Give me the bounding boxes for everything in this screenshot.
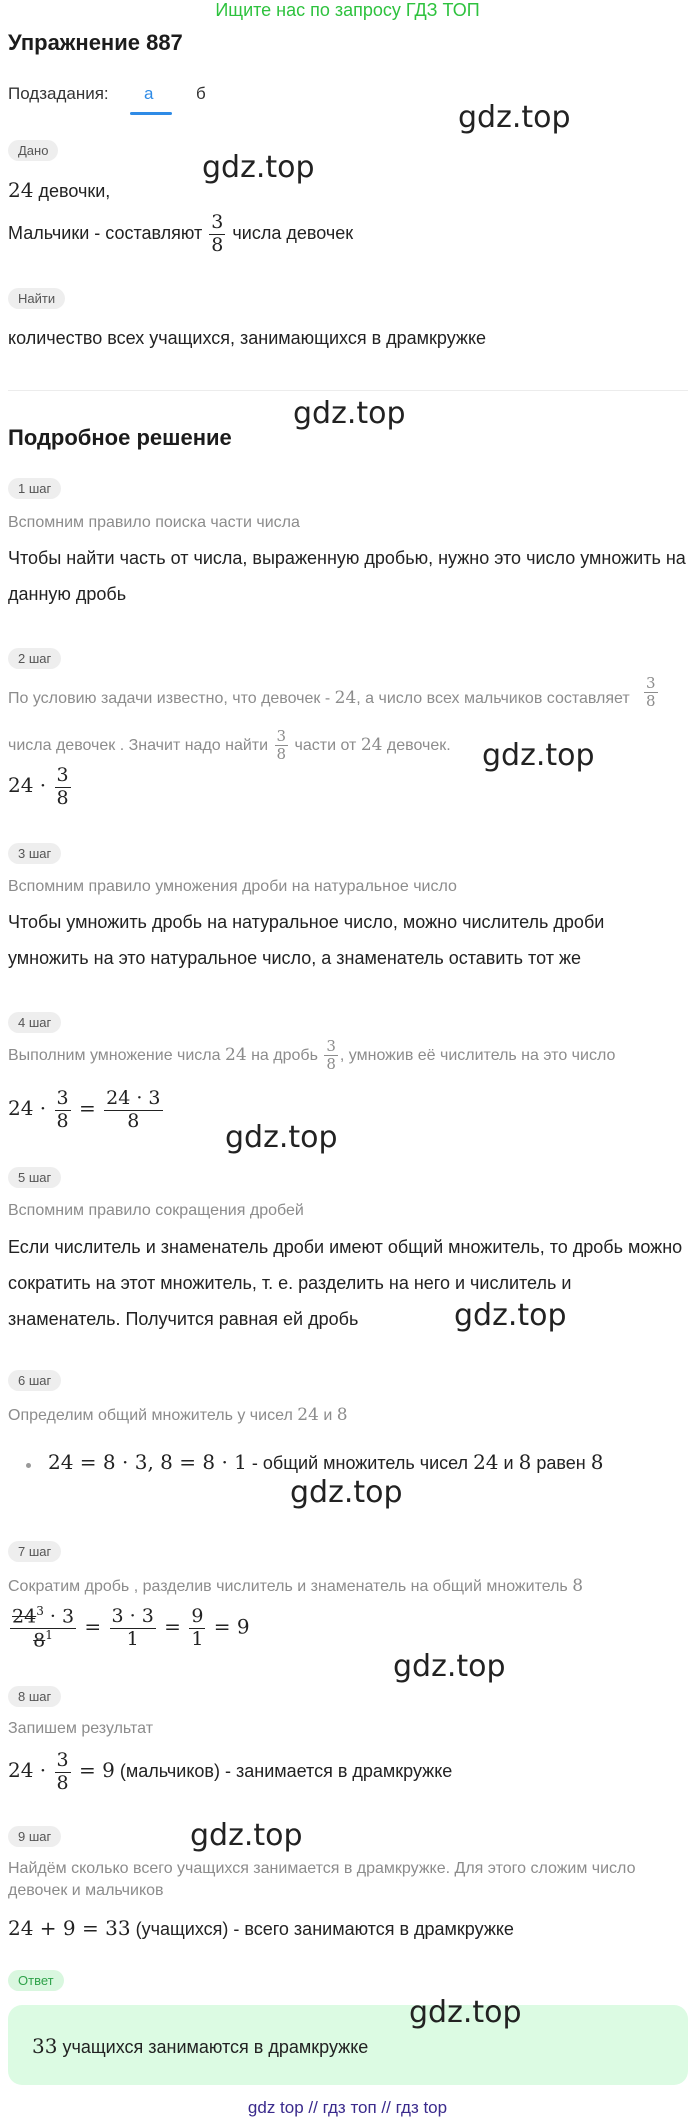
step-2-girls-number: 24 <box>334 688 357 708</box>
find-text: количество всех учащихся, занимающихся в драмкружке <box>8 328 487 348</box>
step-4-hint-b: на дробь <box>251 1046 318 1064</box>
step-9-expression <box>8 1916 514 1940</box>
answer-badge: Ответ <box>8 1970 64 1991</box>
step-3-badge: 3 шаг <box>8 843 61 864</box>
step-2-hint-b: , а число всех мальчиков составляет <box>356 690 630 707</box>
step-2-hint-e: девочек. <box>386 736 451 754</box>
footer-links[interactable]: gdz top // гдз топ // гдз top <box>247 2098 448 2117</box>
step-4-expr-fraction <box>55 1088 71 1133</box>
step-6-hint-b: и <box>323 1407 333 1424</box>
step-9-expr: 24 + 9 = 33 <box>8 1916 131 1940</box>
given-girls-number: 24 <box>8 178 34 202</box>
step-8-expr-fraction <box>55 1750 71 1795</box>
fraction-numerator: 3 <box>56 1087 69 1109</box>
fraction-denominator: 8 <box>211 233 224 256</box>
fraction-denominator: 1 <box>191 1628 204 1651</box>
step-7-fraction-2 <box>110 1606 156 1651</box>
step-6-hint-a: Определим общий множитель у чисел <box>8 1407 293 1424</box>
solution-title: Подробное решение <box>8 425 232 450</box>
given-boys-tail: числа девочек <box>232 223 354 244</box>
step-4-result-fraction <box>104 1088 162 1133</box>
step-8-hint: Запишем результат <box>8 1720 154 1737</box>
step-2-hint-fraction-1 <box>644 675 658 711</box>
step-3-hint: Вспомним правило умножения дроби на натуральное число <box>8 878 457 895</box>
watermark: gdz.top <box>190 1818 303 1853</box>
watermark: gdz.top <box>290 1475 403 1510</box>
step-2-hint-line-2 <box>8 728 451 764</box>
fraction-denominator: 1 <box>126 1628 139 1651</box>
step-6-bullet-a: - общий множитель чисел <box>251 1453 469 1473</box>
step-9-text: (учащихся) - всего занимаются в драмкружке <box>135 1919 514 1939</box>
fraction-numerator: 3 <box>211 211 224 233</box>
step-2-girls-number-2: 24 <box>360 734 383 755</box>
fraction-numerator: 3 <box>646 674 656 692</box>
page-title: Упражнение 887 <box>8 30 183 55</box>
fraction-numerator: 9 <box>191 1605 204 1628</box>
step-2-hint-fraction-2 <box>275 728 289 764</box>
step-7-hint-a: Сократим дробь , разделив числитель и знаменатель на общий множитель <box>8 1578 568 1595</box>
given-line-2 <box>8 212 353 257</box>
step-8-expr-number: 24 <box>8 1758 34 1783</box>
fraction-denominator: 8 <box>56 786 69 809</box>
struck-denominator: 8 <box>33 1629 46 1652</box>
step-7-reduced-fraction <box>10 1605 76 1652</box>
step-1-hint: Вспомним правило поиска части числа <box>8 514 300 531</box>
step-2-expr-fraction <box>55 765 71 810</box>
given-boys-text: Мальчики - составляют <box>8 223 203 244</box>
step-4-hint-fraction <box>324 1038 338 1074</box>
step-8-result: 9 <box>102 1758 115 1783</box>
step-4-expr-number: 24 <box>8 1096 34 1121</box>
step-6-bullet-n2: 8 <box>518 1450 532 1474</box>
watermark: gdz.top <box>454 1298 567 1333</box>
active-tab-indicator <box>130 112 172 115</box>
step-6-bullet <box>48 1450 603 1474</box>
fraction-denominator: 8 <box>127 1109 140 1132</box>
numerator-superscript: 3 <box>36 1604 44 1618</box>
watermark: gdz.top <box>293 396 406 431</box>
step-1-badge: 1 шаг <box>8 478 61 499</box>
step-2-expr-number: 24 <box>8 773 34 798</box>
step-5-badge: 5 шаг <box>8 1167 61 1188</box>
step-6-bullet-n1: 24 <box>473 1450 499 1474</box>
fraction-numerator: 3 <box>56 1749 69 1771</box>
fraction-denominator: 8 <box>276 745 287 764</box>
tab-subtask-a[interactable]: а <box>144 84 154 103</box>
watermark: gdz.top <box>482 738 595 773</box>
step-4-hint <box>8 1038 615 1074</box>
step-7-badge: 7 шаг <box>8 1541 61 1562</box>
fraction-numerator: 24 · 3 <box>106 1087 161 1109</box>
answer-text-body: учащихся занимаются в драмкружке <box>62 2037 369 2057</box>
fraction-denominator: 8 <box>646 692 656 711</box>
given-fraction <box>209 212 225 257</box>
fraction-denominator: 8 <box>56 1109 69 1132</box>
step-6-bullet-n3: 8 <box>590 1450 604 1474</box>
step-9-badge: 9 шаг <box>8 1826 61 1847</box>
answer-text <box>32 2034 368 2058</box>
given-girls-text: девочки, <box>38 181 111 201</box>
step-3-text: Чтобы умножить дробь на натуральное число, можно числитель дроби умножить на это натуральное число, а знаменатель оставить тот же <box>8 912 605 968</box>
step-4-badge: 4 шаг <box>8 1012 61 1033</box>
step-2-hint-line-1 <box>8 688 630 708</box>
fraction-denominator: 8 <box>326 1055 336 1074</box>
step-7-fraction-3 <box>189 1606 205 1651</box>
given-line-1 <box>8 178 110 202</box>
answer-number: 33 <box>32 2034 58 2058</box>
watermark: gdz.top <box>458 100 571 135</box>
struck-numerator: 24 <box>12 1605 37 1628</box>
fraction-denominator <box>33 1629 53 1652</box>
fraction-numerator: 3 <box>56 764 69 786</box>
step-7-result: 9 <box>236 1614 250 1639</box>
denominator-superscript: 1 <box>45 1628 53 1643</box>
fraction-denominator: 8 <box>56 1771 69 1794</box>
step-6-badge: 6 шаг <box>8 1370 61 1391</box>
step-2-badge: 2 шаг <box>8 648 61 669</box>
step-4-hint-c: , умножив её числитель на это число <box>339 1046 616 1064</box>
given-badge: Дано <box>8 140 58 161</box>
step-2-expression: 24 · $\frac{3}{8}$ <box>8 764 69 809</box>
step-6-hint <box>8 1405 348 1425</box>
numerator-tail: · 3 <box>49 1605 75 1628</box>
fraction-numerator: 3 <box>276 727 287 745</box>
step-7-hint-number: 8 <box>572 1576 584 1596</box>
step-6-hint-n2: 8 <box>336 1405 348 1425</box>
step-6-bullet-c: равен <box>536 1453 586 1473</box>
step-4-expression: 24 · $\frac{3}{8}$ = $\frac{24 \cdot 3}{8}$ <box>8 1087 161 1132</box>
step-2-hint-c: числа девочек . Значит надо найти <box>8 736 269 754</box>
step-8-text: (мальчиков) - занимается в драмкружке <box>119 1761 453 1782</box>
step-5-text: Если числитель и знаменатель дроби имеют общий множитель, то дробь можно сократить на этот множитель, т. е. разделить на него и числитель и знаменатель. Получится равная ей дробь <box>8 1237 683 1329</box>
step-6-hint-n1: 24 <box>297 1405 319 1425</box>
watermark: gdz.top <box>225 1120 338 1155</box>
step-9-hint: Найдём сколько всего учащихся занимается в драмкружке. Для этого сложим число девочек и мальчиков <box>8 1860 636 1899</box>
find-badge: Найти <box>8 288 65 309</box>
fraction-numerator: 3 · 3 <box>111 1605 154 1628</box>
step-2-hint-a: По условию задачи известно, что девочек - <box>8 690 331 707</box>
step-4-hint-a: Выполним умножение числа <box>8 1046 221 1064</box>
watermark: gdz.top <box>409 1995 522 2030</box>
watermark: gdz.top <box>393 1649 506 1684</box>
section-divider <box>8 390 688 391</box>
subtasks-label: Подзадания: <box>8 84 109 103</box>
bullet-dot <box>26 1463 31 1468</box>
step-5-hint: Вспомним правило сокращения дробей <box>8 1202 304 1219</box>
step-8-badge: 8 шаг <box>8 1686 61 1707</box>
step-1-text: Чтобы найти часть от числа, выраженную дробью, нужно это число умножить на данную дробь <box>8 548 686 604</box>
top-ad-link[interactable]: Ищите нас по запросу ГДЗ ТОП <box>215 0 480 20</box>
step-4-hint-number: 24 <box>225 1044 247 1065</box>
fraction-numerator: 3 <box>326 1037 336 1055</box>
watermark: gdz.top <box>202 150 315 185</box>
step-6-bullet-math: 24 = 8 · 3, 8 = 8 · 1 <box>48 1450 247 1474</box>
step-7-hint <box>8 1576 583 1596</box>
step-7-expression: $\frac{24^3 \cdot 3}{8^1}$ = $\frac{3 \cdot 3}{1}$ = $\frac{9}{1}$ = 9 <box>12 1604 250 1652</box>
fraction-numerator <box>10 1605 76 1629</box>
step-8-expression: 24 · $\frac{3}{8}$ = 9 (мальчиков) - занимается в драмкружке <box>8 1749 453 1794</box>
tab-subtask-b[interactable]: б <box>196 84 206 103</box>
step-6-bullet-b: и <box>503 1453 514 1473</box>
step-2-hint-d: части от <box>294 736 357 754</box>
